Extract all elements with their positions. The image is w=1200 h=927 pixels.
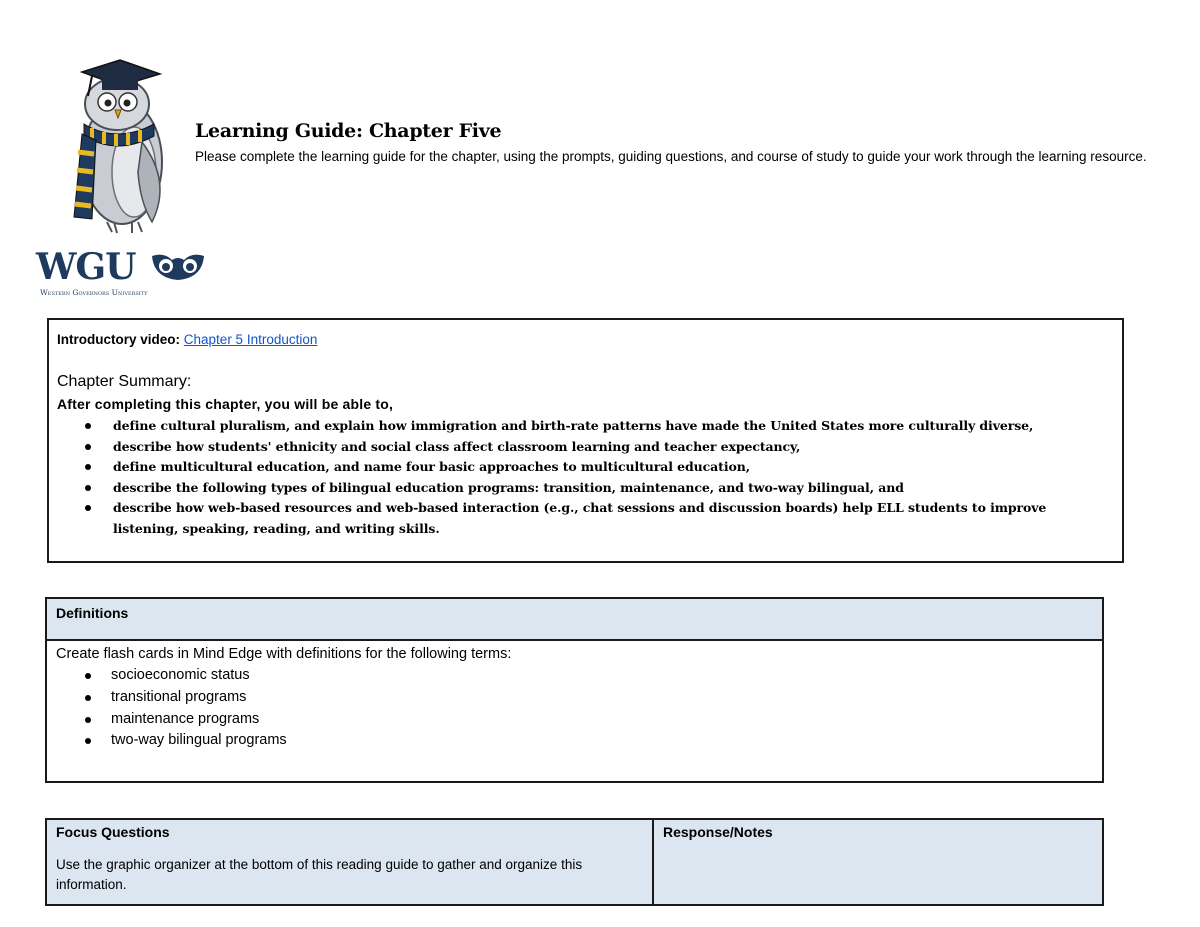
bullet-icon xyxy=(85,673,91,679)
wgu-logo xyxy=(36,248,208,300)
definitions-table xyxy=(45,597,1104,783)
term-item xyxy=(56,687,287,709)
intro-video-line xyxy=(57,332,317,347)
bullet-icon xyxy=(85,717,91,723)
focus-questions-text: Use the graphic organizer at the bottom of this reading guide to gather and organize this information. xyxy=(56,857,583,892)
bullet-icon xyxy=(85,485,91,491)
bullet-icon xyxy=(85,444,91,450)
chapter-summary-heading: Chapter Summary: xyxy=(57,373,192,390)
wgu-logo-subtext: Western Governors University xyxy=(40,288,148,297)
objective-text: define multicultural education, and name four basic approaches to multicultural education, xyxy=(113,459,750,474)
objective-item xyxy=(57,498,1097,539)
intro-video-label: Introductory video: xyxy=(57,332,181,347)
term-text: two-way bilingual programs xyxy=(111,732,287,749)
definitions-heading: Definitions xyxy=(56,605,129,621)
intro-box xyxy=(47,318,1124,563)
definitions-intro: Create flash cards in Mind Edge with definitions for the following terms: xyxy=(56,646,512,662)
objectives-list xyxy=(57,416,1097,539)
definitions-header xyxy=(47,599,1102,641)
objective-text: describe how students' ethnicity and social class affect classroom learning and teacher expectancy, xyxy=(113,438,801,454)
bullet-icon xyxy=(85,505,91,511)
bullet-icon xyxy=(85,738,91,744)
objective-text: describe the following types of bilingual education programs: transition, maintenance, and two-way bilingual, and xyxy=(113,479,904,495)
focus-questions-table xyxy=(45,818,1104,906)
bullet-icon xyxy=(85,423,91,429)
term-text: transitional programs xyxy=(111,688,247,705)
owl-eyes-icon xyxy=(150,252,206,282)
term-item xyxy=(56,730,287,752)
chapter-summary-lead: After completing this chapter, you will be able to, xyxy=(57,396,394,412)
page-subtitle: Please complete the learning guide for the chapter, using the prompts, guiding questions, and course of study to guide your work through the learning resource. xyxy=(195,149,1147,164)
focus-questions-heading: Focus Questions xyxy=(56,824,170,840)
objective-item xyxy=(57,478,1097,499)
owl-mascot-image xyxy=(62,52,177,234)
column-divider xyxy=(652,820,654,904)
response-notes-heading: Response/Notes xyxy=(663,824,773,840)
page-title: Learning Guide: Chapter Five xyxy=(195,120,502,142)
bullet-icon xyxy=(85,464,91,470)
intro-video-link[interactable]: Chapter 5 Introduction xyxy=(183,332,318,347)
term-text: maintenance programs xyxy=(111,710,260,727)
objective-item xyxy=(57,416,1097,437)
term-text: socioeconomic status xyxy=(111,667,250,683)
bullet-icon xyxy=(85,695,91,701)
objective-item xyxy=(57,457,1097,478)
term-item xyxy=(56,665,287,687)
objective-text: describe how web-based resources and web-based interaction (e.g., chat sessions and discussion boards) help ELL students to improve listening, speaking, reading, and writing skills. xyxy=(113,500,1047,536)
objective-text: define cultural pluralism, and explain how immigration and birth-rate patterns have made the United States more culturally diverse, xyxy=(113,418,1034,433)
wgu-logo-text: WGU xyxy=(36,246,136,288)
term-item xyxy=(56,709,287,731)
definitions-terms-list xyxy=(56,665,287,752)
objective-item xyxy=(57,437,1097,458)
